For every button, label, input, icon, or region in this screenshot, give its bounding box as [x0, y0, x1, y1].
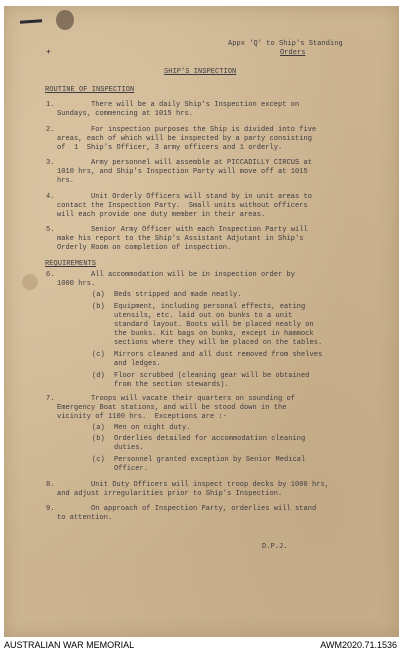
item-line: Emergency Boat stations, and will be stood down in the [57, 404, 287, 412]
item-line: Unit Orderly Officers will stand by in unit areas to [57, 193, 313, 201]
subitem-line: Orderlies detailed for accommodation cleaning [114, 435, 306, 443]
subitem-label: (c) [92, 351, 105, 359]
item-line: will each provide one duty member in their areas. [57, 211, 266, 219]
item-line: 1010 hrs, and Ship's Inspection Party will move off at 1015 [57, 168, 308, 176]
item-line: to attention. [57, 514, 113, 522]
subitem-line: Men on night duty. [114, 424, 191, 432]
subitem-line: standard layout. Boots will be placed neatly on [114, 321, 314, 329]
item-number: 3. [46, 159, 55, 167]
item-number: 5. [46, 226, 55, 234]
section-heading-routine: ROUTINE OF INSPECTION [45, 86, 135, 94]
item-number: 1. [46, 101, 55, 109]
subitem-line: Personnel granted exception by Senior Medical [114, 456, 306, 464]
item-number: 9. [46, 505, 55, 513]
subitem-label: (a) [92, 424, 105, 432]
subitem-line: the bunks. Kit bags on bunks, except in hammock [114, 330, 314, 338]
footer-institution: AUSTRALIAN WAR MEMORIAL [4, 640, 135, 650]
subitem-label: (a) [92, 291, 105, 299]
item-line: vicinity of 1100 hrs. Exceptions are :- [57, 413, 228, 421]
item-line: Senior Army Officer with each Inspection Party will [57, 226, 308, 234]
subitem-line: Mirrors cleaned and all dust removed from shelves [114, 351, 323, 359]
ink-stain [56, 10, 74, 30]
item-line: There will be a daily Ship's Inspection except on [57, 101, 300, 109]
item-line: of 1 Ship's Officer, 3 army officers and 1 orderly. [57, 144, 283, 152]
subitem-line: Equipment, including personal effects, eating [114, 303, 306, 311]
item-line: Army personnel will assemble at PICCADILLY CIRCUS at [57, 159, 313, 167]
footer-accession-number: AWM2020.71.1536 [320, 640, 397, 650]
paper-stain [22, 274, 38, 290]
item-line: and adjust irregularities prior to Ship's Inspection. [57, 490, 283, 498]
archive-footer [0, 637, 403, 653]
item-line: Sundays, commencing at 1015 hrs. [57, 110, 194, 118]
subitem-line: Officer. [114, 465, 149, 473]
item-line: Troops will vacate their quarters on sounding of [57, 395, 296, 403]
item-number: 2. [46, 126, 55, 134]
item-line: All accommodation will be in inspection order by [57, 271, 296, 279]
appendix-reference-line1: Appx 'Q' to Ship's Standing [228, 40, 343, 48]
document-title: SHIP'S INSPECTION [164, 68, 237, 76]
item-number: 6. [46, 271, 55, 279]
binding-mark [20, 19, 42, 24]
subitem-label: (c) [92, 456, 105, 464]
subitem-label: (b) [92, 435, 105, 443]
subitem-line: and ledges. [114, 360, 161, 368]
subitem-label: (b) [92, 303, 105, 311]
section-heading-requirements: REQUIREMENTS [45, 260, 97, 268]
subitem-line: duties. [114, 444, 144, 452]
subitem-line: Floor scrubbed (cleaning gear will be obtained [114, 372, 310, 380]
item-line: Orderly Room on completion of inspection. [57, 244, 232, 252]
tick-mark: + [46, 48, 51, 57]
item-line: For inspection purposes the Ship is divided into five [57, 126, 317, 134]
item-line: make his report to the Ship's Assistant Adjutant in Ship's [57, 235, 304, 243]
item-line: On approach of Inspection Party, orderlies will stand [57, 505, 317, 513]
subitem-line: sections where they will be placed on the tables. [114, 339, 323, 347]
item-number: 7. [46, 395, 55, 403]
item-line: areas, each of which will be inspected by a party consisting [57, 135, 313, 143]
appendix-reference-line2: Orders [280, 49, 306, 57]
signature-initials: D.P.J. [262, 543, 288, 551]
document-page [4, 6, 399, 637]
item-line: hrs. [57, 177, 75, 185]
subitem-line: from the section stewards). [114, 381, 229, 389]
item-line: contact the Inspection Party. Small units without officers [57, 202, 308, 210]
subitem-line: utensils, etc. laid out on bunks to a unit [114, 312, 293, 320]
item-line: 1000 hrs. [57, 280, 96, 288]
item-line: Unit Duty Officers will inspect troop decks by 1000 hrs, [57, 481, 330, 489]
subitem-line: Beds stripped and made neatly. [114, 291, 242, 299]
subitem-label: (d) [92, 372, 105, 380]
item-number: 4. [46, 193, 55, 201]
item-number: 8. [46, 481, 55, 489]
